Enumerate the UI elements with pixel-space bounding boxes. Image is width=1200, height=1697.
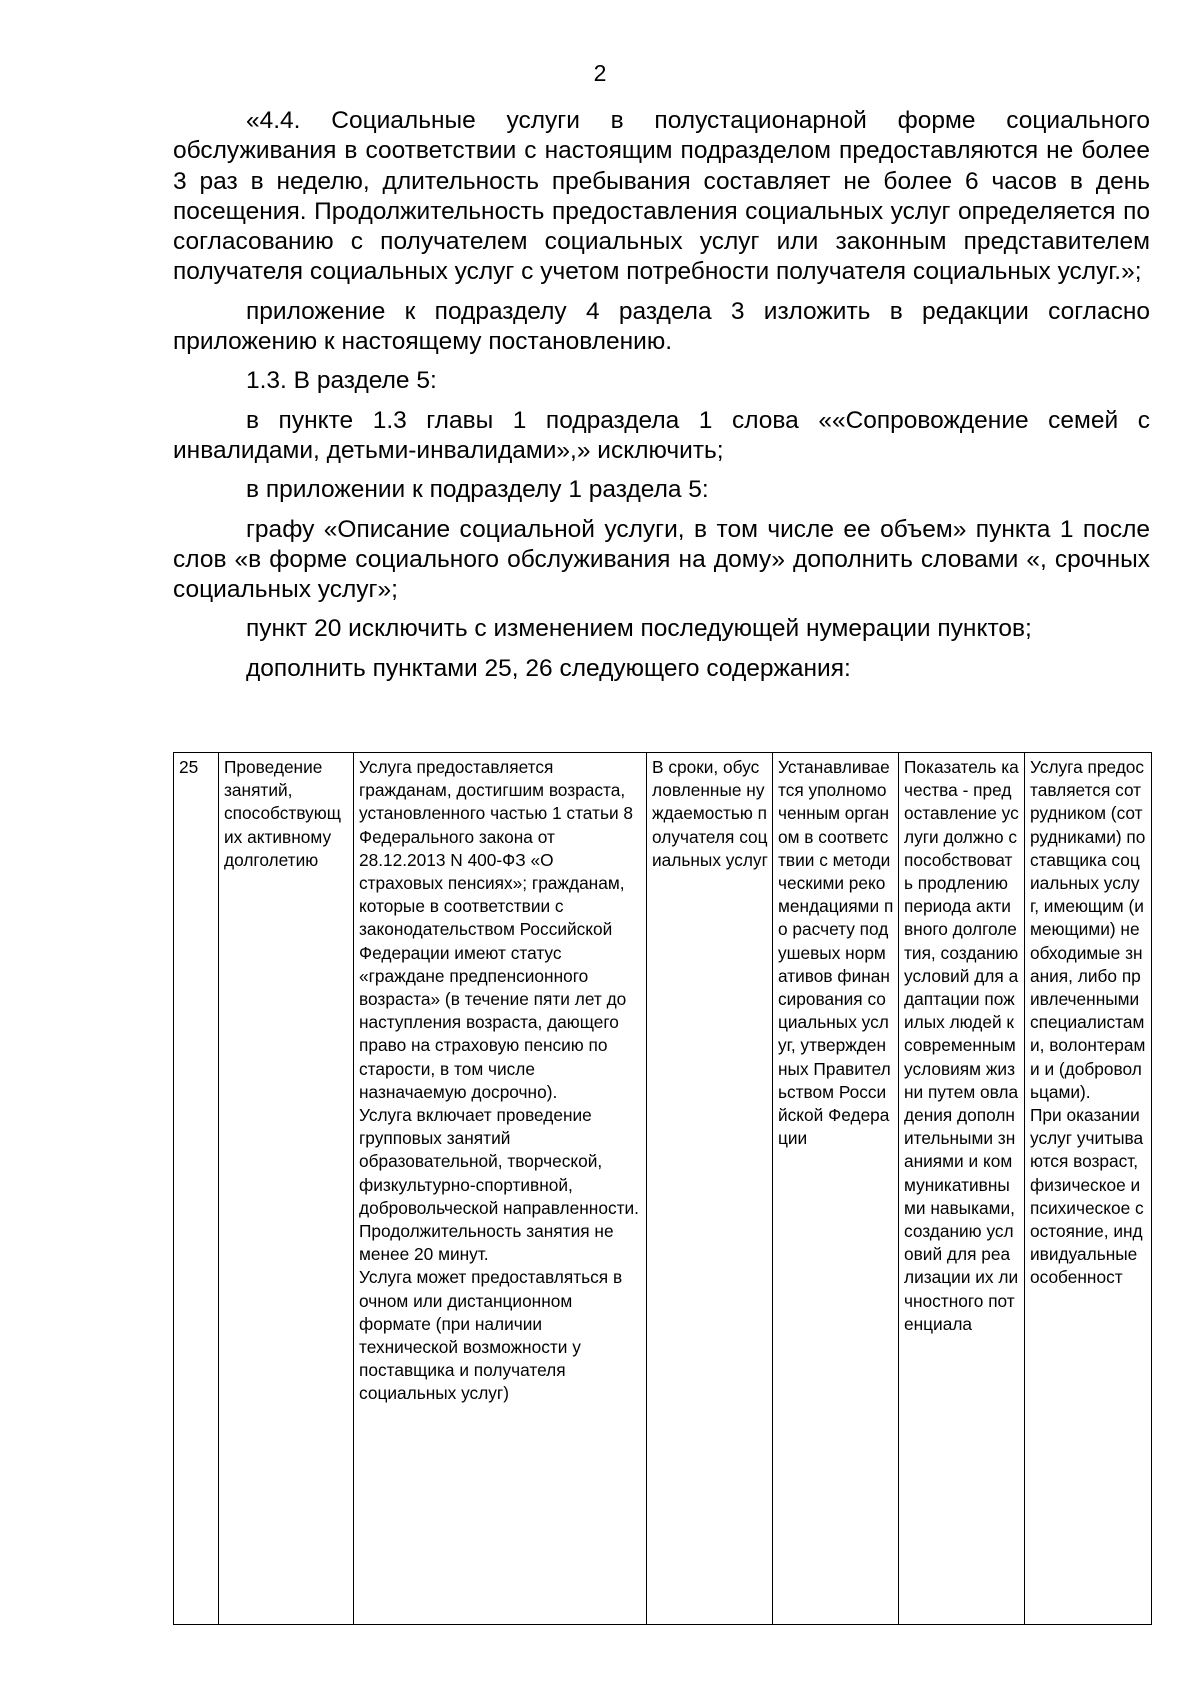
paragraph-section-1-3: 1.3. В разделе 5: — [246, 367, 437, 395]
cell-cost: Устанавливается уполномоченным органом в соответствии с методическими рекомендациями по расчету подушевых нормативов финансирования социальных услуг, утвержденных Правительством Российской Федерации — [773, 753, 899, 1625]
page-number: 2 — [593, 60, 607, 86]
service-table — [173, 752, 1152, 1625]
paragraph-column-description: графу «Описание социальной услуги, в том числе ее объем» пункта 1 после слов «в форме социального обслуживания на дому» дополнить словами «, срочных социальных услуг»; — [173, 515, 1150, 604]
conditions-staff: Услуга предоставляется сотрудником (сотрудниками) поставщика социальных услуг, имеющим (имеющими) необходимые знания, либо привлеченными специалистами, волонтерами и (добровольцами). — [1030, 757, 1146, 1102]
cell-number: 25 — [174, 753, 219, 1625]
paragraph-item-20: пункт 20 исключить с изменением последующей нумерации пунктов; — [246, 615, 1032, 643]
description-content: Услуга включает проведение групповых занятий образовательной, творческой, физкультурно-спортивной, добровольческой направленности. — [359, 1105, 639, 1218]
conditions-individual: При оказании услуг учитываются возраст, физическое и психическое состояние, индивидуальные особенност — [1030, 1105, 1144, 1288]
description-format: Услуга может предоставляться в очном или дистанционном формате (при наличии технической возможности у поставщика и получателя социальных услуг) — [359, 1267, 623, 1404]
cell-service-name: Проведение занятий, способствующих активному долголетию — [219, 753, 354, 1625]
paragraph-4-4: «4.4. Социальные услуги в полустационарной форме социального обслуживания в соответствии с настоящим подразделом предоставляются не более 3 раз в неделю, длительность пребывания составляет не более 6 часов в день посещения. Продолжительность предоставления социальных услуг определяется по согласованию с получателем социальных услуг или законным представителем получателя социальных услуг с учетом потребности получателя социальных услуг.»; — [173, 107, 1150, 286]
cell-quality: Показатель качества - предоставление услуги должно способствовать продлению периода активного долголетия, созданию условий для адаптации пожилых людей к современным условиям жизни путем овладения дополнительными знаниями и коммуникативными навыками, созданию условий для реализации их личностного потенциала — [899, 753, 1025, 1625]
body-text — [173, 106, 1150, 684]
paragraph-item-1-3: в пункте 1.3 главы 1 подраздела 1 слова ««Сопровождение семей с инвалидами, детьми-инвалидами»,» исключить; — [173, 406, 1150, 464]
description-duration: Продолжительность занятия не менее 20 минут. — [359, 1221, 614, 1265]
cell-service-description — [354, 753, 647, 1625]
paragraph-appendix: приложение к подразделу 4 раздела 3 изложить в редакции согласно приложению к настоящему постановлению. — [173, 297, 1150, 356]
table-row — [174, 753, 1152, 1625]
description-recipients: Услуга предоставляется гражданам, достигшим возраста, установленного частью 1 статьи 8 Федерального закона от 28.12.2013 N 400-ФЗ «О страховых пенсиях»; гражданам, которые в соответствии с законодательством Российской Федерации имеют статус «граждане предпенсионного возраста» (в течение пяти лет до наступления возраста, дающего право на страховую пенсию по старости, в том числе назначаемую досрочно). — [359, 757, 634, 1102]
paragraph-add-items: дополнить пунктами 25, 26 следующего содержания: — [246, 654, 851, 682]
cell-conditions — [1025, 753, 1152, 1625]
paragraph-annex-section-5: в приложении к подразделу 1 раздела 5: — [246, 476, 709, 504]
cell-terms: В сроки, обусловленные нуждаемостью получателя социальных услуг — [647, 753, 773, 1625]
